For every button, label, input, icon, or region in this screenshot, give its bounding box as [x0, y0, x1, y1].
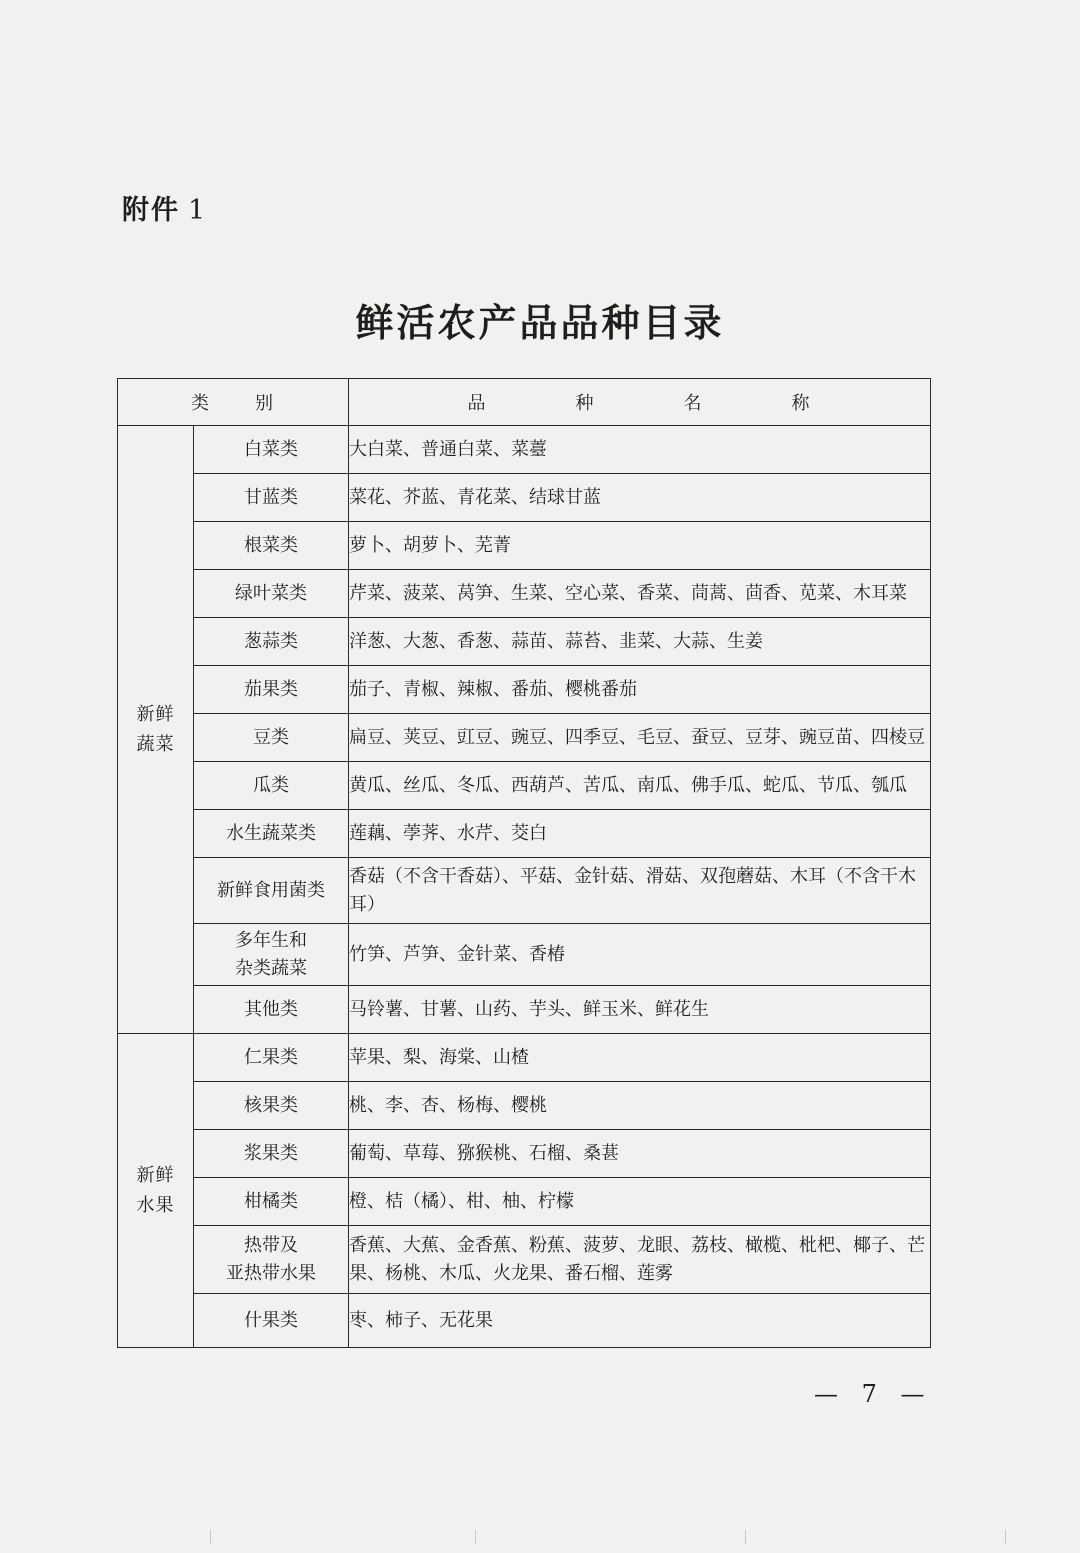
subcategory-cell: [194, 570, 349, 618]
subcategory-name: 葱蒜类: [244, 630, 298, 652]
varieties-cell: 橙、桔（橘）、柑、柚、柠檬: [349, 1178, 931, 1226]
varieties-cell: 香蕉、大蕉、金香蕉、粉蕉、菠萝、龙眼、荔枝、橄榄、枇杷、椰子、芒果、杨桃、木瓜、火龙果、番石榴、莲雾: [349, 1226, 931, 1294]
table-row: [118, 762, 931, 810]
page-number: — 7 —: [814, 1380, 933, 1408]
table-row: [118, 666, 931, 714]
varieties-cell: 芹菜、菠菜、莴笋、生菜、空心菜、香菜、茼蒿、茴香、苋菜、木耳菜: [349, 570, 931, 618]
varieties-cell: 扁豆、荚豆、豇豆、豌豆、四季豆、毛豆、蚕豆、豆芽、豌豆苗、四棱豆: [349, 714, 931, 762]
varieties-cell: 大白菜、普通白菜、菜薹: [349, 426, 931, 474]
subcategory-name: 柑橘类: [244, 1190, 298, 1212]
varieties-cell: 萝卜、胡萝卜、芜菁: [349, 522, 931, 570]
table-header-row: [118, 379, 931, 426]
annex-text: 附件: [122, 195, 180, 226]
subcategory-cell: [194, 666, 349, 714]
subcategory-name: 浆果类: [244, 1142, 298, 1164]
subcategory-name: 新鲜食用菌类: [217, 879, 325, 901]
subcategory-cell: [194, 924, 349, 986]
table-row: [118, 426, 931, 474]
subcategory-cell: [194, 1178, 349, 1226]
varieties-cell: 竹笋、芦笋、金针菜、香椿: [349, 924, 931, 986]
table-row: [118, 1130, 931, 1178]
subcategory-cell: [194, 986, 349, 1034]
category-group-cell: [118, 426, 194, 1034]
table-row: [118, 924, 931, 986]
table-row: [118, 1034, 931, 1082]
table-row: [118, 618, 931, 666]
varieties-cell: 苹果、梨、海棠、山楂: [349, 1034, 931, 1082]
category-group-name: 蔬菜: [136, 733, 175, 755]
subcategory-name: 核果类: [244, 1094, 298, 1116]
header-category: 类 别: [118, 379, 349, 426]
subcategory-name: 其他类: [244, 998, 298, 1020]
table-row: [118, 714, 931, 762]
varieties-cell: 枣、柿子、无花果: [349, 1294, 931, 1348]
varieties-cell: 香菇（不含干香菇）、平菇、金针菇、滑菇、双孢蘑菇、木耳（不含干木耳）: [349, 858, 931, 924]
varieties-cell: 莲藕、荸荠、水芹、茭白: [349, 810, 931, 858]
subcategory-cell: [194, 1294, 349, 1348]
subcategory-cell: [194, 1082, 349, 1130]
subcategory-name: 杂类蔬菜: [235, 957, 307, 979]
subcategory-cell: [194, 858, 349, 924]
subcategory-name: 甘蓝类: [244, 486, 298, 508]
subcategory-name: 亚热带水果: [226, 1262, 316, 1284]
table-row: [118, 986, 931, 1034]
subcategory-name: 白菜类: [244, 438, 298, 460]
subcategory-name: 仁果类: [244, 1046, 298, 1068]
subcategory-name: 绿叶菜类: [235, 582, 307, 604]
table-row: [118, 1294, 931, 1348]
subcategory-name: 水生蔬菜类: [226, 822, 316, 844]
subcategory-cell: [194, 474, 349, 522]
subcategory-cell: [194, 762, 349, 810]
table-row: [118, 810, 931, 858]
subcategory-name: 热带及: [244, 1234, 298, 1256]
annex-label: [122, 188, 207, 227]
varieties-cell: 菜花、芥蓝、青花菜、结球甘蓝: [349, 474, 931, 522]
annex-number: 1: [188, 195, 208, 226]
table-row: [118, 858, 931, 924]
subcategory-name: 多年生和: [235, 929, 307, 951]
varieties-cell: 葡萄、草莓、猕猴桃、石榴、桑葚: [349, 1130, 931, 1178]
subcategory-cell: [194, 1034, 349, 1082]
table-row: [118, 474, 931, 522]
subcategory-cell: [194, 714, 349, 762]
varieties-cell: 黄瓜、丝瓜、冬瓜、西葫芦、苦瓜、南瓜、佛手瓜、蛇瓜、节瓜、瓠瓜: [349, 762, 931, 810]
table-row: [118, 1178, 931, 1226]
table-row: [118, 570, 931, 618]
varieties-cell: 桃、李、杏、杨梅、樱桃: [349, 1082, 931, 1130]
header-varieties: 品 种 名 称: [349, 379, 931, 426]
catalog-table: [117, 378, 931, 1348]
subcategory-cell: [194, 810, 349, 858]
scan-edge-marks: [0, 1530, 1080, 1550]
subcategory-cell: [194, 522, 349, 570]
varieties-cell: 茄子、青椒、辣椒、番茄、樱桃番茄: [349, 666, 931, 714]
subcategory-cell: [194, 618, 349, 666]
category-group-name: 新鲜: [136, 703, 175, 725]
subcategory-cell: [194, 1130, 349, 1178]
table-row: [118, 1082, 931, 1130]
subcategory-cell: [194, 1226, 349, 1294]
subcategory-name: 茄果类: [244, 678, 298, 700]
subcategory-name: 什果类: [244, 1309, 298, 1331]
subcategory-name: 根菜类: [244, 534, 298, 556]
category-group-name: 新鲜: [136, 1164, 175, 1186]
varieties-cell: 马铃薯、甘薯、山药、芋头、鲜玉米、鲜花生: [349, 986, 931, 1034]
document-title: 鲜活农产品品种目录: [355, 301, 725, 345]
subcategory-name: 豆类: [253, 726, 289, 748]
category-group-name: 水果: [136, 1194, 175, 1216]
subcategory-cell: [194, 426, 349, 474]
table-row: [118, 522, 931, 570]
table-row: [118, 1226, 931, 1294]
category-group-cell: [118, 1034, 194, 1348]
varieties-cell: 洋葱、大葱、香葱、蒜苗、蒜苔、韭菜、大蒜、生姜: [349, 618, 931, 666]
subcategory-name: 瓜类: [253, 774, 289, 796]
